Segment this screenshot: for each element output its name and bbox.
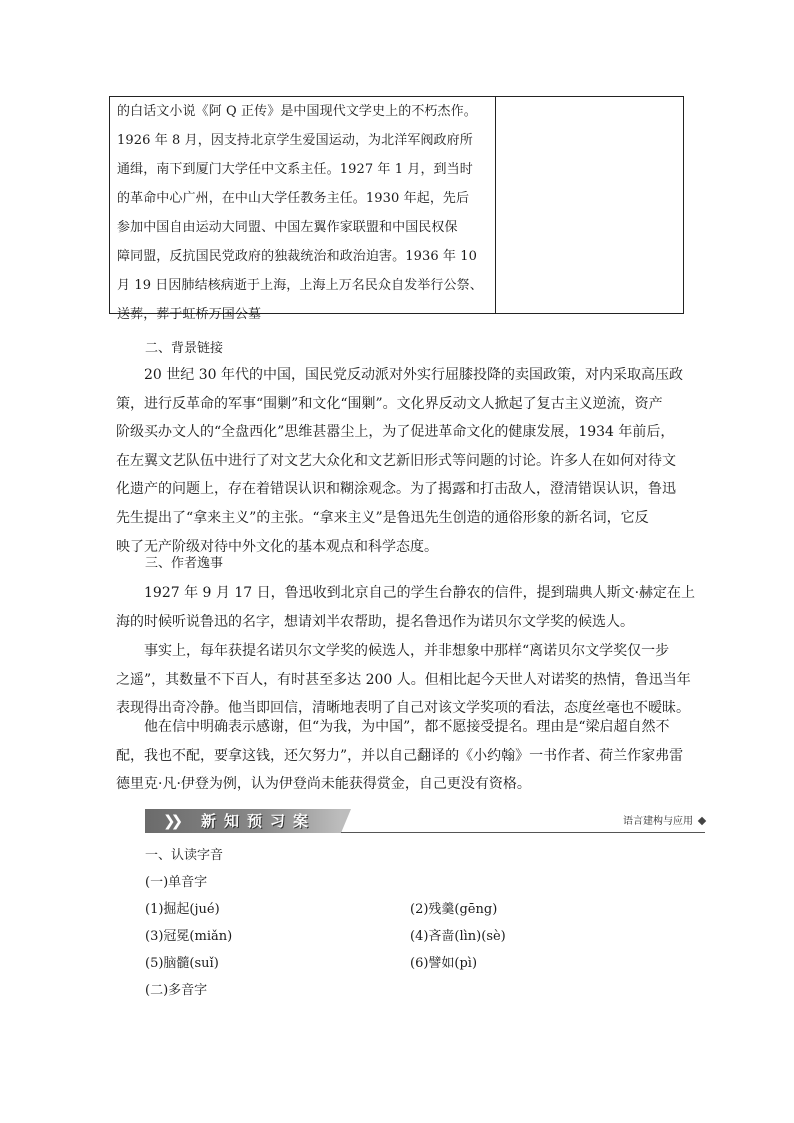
table-text-line: 的革命中心广州，在中山大学任教务主任。1930 年起，先后 [117, 191, 470, 206]
banner-end-tab [341, 809, 351, 833]
table-text-line: 障同盟，反抗国民党政府的独裁统治和政治迫害。1936 年 10 [117, 249, 477, 264]
pronunciation-item: (4)吝啬(lìn)(sè) [410, 929, 506, 944]
section-heading-background: 二、背景链接 [145, 341, 224, 356]
paragraph-line: 他在信中明确表示感谢，但“为我，为中国”，都不愿接受提名。理由是“梁启超自然不 [144, 719, 670, 735]
paragraph-line: 阶级买办文人的“全盘西化”思维甚嚣尘上，为了促进革命文化的健康发展，1934 年前后， [116, 424, 675, 441]
banner-subtitle: 语言建构与应用 [623, 816, 693, 827]
single-sound-heading: (一)单音字 [145, 875, 208, 890]
paragraph-line: 德里克·凡·伊登为例，认为伊登尚未能获得赏金，自己更没有资格。 [116, 776, 531, 793]
table-text-line: 参加中国自由运动大同盟、中国左翼作家联盟和中国民权保 [117, 220, 458, 235]
table-text-line: 通缉，南下到厦门大学任中文系主任。1927 年 1 月，到当时 [117, 162, 473, 177]
paragraph-line: 事实上，每年获提名诺贝尔文学奖的候选人，并非想象中那样“离诺贝尔文学奖仅一步 [144, 643, 670, 659]
table-text-line: 送葬，葬于虹桥万国公墓 [117, 307, 262, 322]
pronunciation-item: (2)残羹(gēng) [410, 902, 498, 917]
table-text-line: 的白话文小说《阿 Q 正传》是中国现代文学史上的不朽杰作。 [117, 104, 477, 119]
paragraph-line: 1927 年 9 月 17 日，鲁迅收到北京自己的学生台静农的信件，提到瑞典人斯文·赫定在上 [144, 585, 696, 601]
double-chevron-icon: ❯❯ [163, 812, 179, 830]
diamond-icon [698, 817, 706, 825]
background-paragraph [116, 361, 686, 561]
paragraph-line: 在左翼文艺队伍中进行了对文艺大众化和文艺新旧形式等问题的讨论。许多人在如何对待文 [116, 452, 676, 469]
paragraph-line: 映了无产阶级对待中外文化的基本观点和科学态度。 [116, 538, 438, 555]
section-heading-anecdote: 三、作者逸事 [145, 556, 224, 571]
table-text-line: 1926 年 8 月，因支持北京学生爱国运动，为北洋军阀政府所 [117, 133, 473, 148]
paragraph-line: 配，我也不配，要拿这钱，还欠努力”，并以自己翻译的《小约翰》一书作者、荷兰作家弗雷 [116, 747, 684, 764]
biography-table [109, 96, 684, 322]
paragraph-line: 表现得出奇冷静。他当即回信，清晰地表明了自己对该文学奖项的看法，态度丝毫也不暧昧。 [116, 700, 690, 717]
pronunciation-item: (3)冠冕(miǎn) [145, 929, 233, 944]
paragraph-line: 化遗产的问题上，存在着错误认识和糊涂观念。为了揭露和打击敌人，澄清错误认识，鲁迅 [116, 481, 676, 498]
pronunciation-item: (1)掘起(jué) [145, 902, 220, 917]
biography-cell [117, 97, 492, 329]
banner-title: 新知预习案 [201, 812, 317, 830]
multi-sound-heading: (二)多音字 [145, 983, 208, 998]
anecdote-paragraph-2 [116, 637, 691, 723]
pronunciation-heading: 一、认读字音 [145, 848, 224, 863]
paragraph-line: 先生提出了“拿来主义”的主张。“拿来主义”是鲁迅先生创造的通俗形象的新名词，它反 [116, 509, 649, 526]
pronunciation-item: (5)脑髓(suǐ) [145, 956, 219, 971]
banner-rule [341, 832, 705, 833]
pronunciation-item: (6)譬如(pì) [410, 956, 478, 971]
paragraph-line: 策，进行反革命的军事“围剿”和文化“围剿”。文化界反动文人掀起了复古主义逆流，资产 [116, 395, 663, 412]
anecdote-paragraph-3 [116, 713, 686, 799]
paragraph-line: 之遥”，其数量不下百人，有时甚至多达 200 人。但相比起今天世人对诺奖的热情，鲁迅当年 [116, 671, 691, 688]
anecdote-paragraph-1 [116, 579, 696, 636]
table-text-line: 月 19 日因肺结核病逝于上海，上海上万名民众自发举行公祭、 [117, 278, 483, 293]
table-column-divider [495, 97, 496, 313]
paragraph-line: 海的时候听说鲁迅的名字，想请刘半农帮助，提名鲁迅作为诺贝尔文学奖的候选人。 [116, 613, 634, 630]
paragraph-line: 20 世纪 30 年代的中国，国民党反动派对外实行屈膝投降的卖国政策，对内采取高压政 [144, 367, 683, 383]
section-banner [145, 809, 705, 833]
